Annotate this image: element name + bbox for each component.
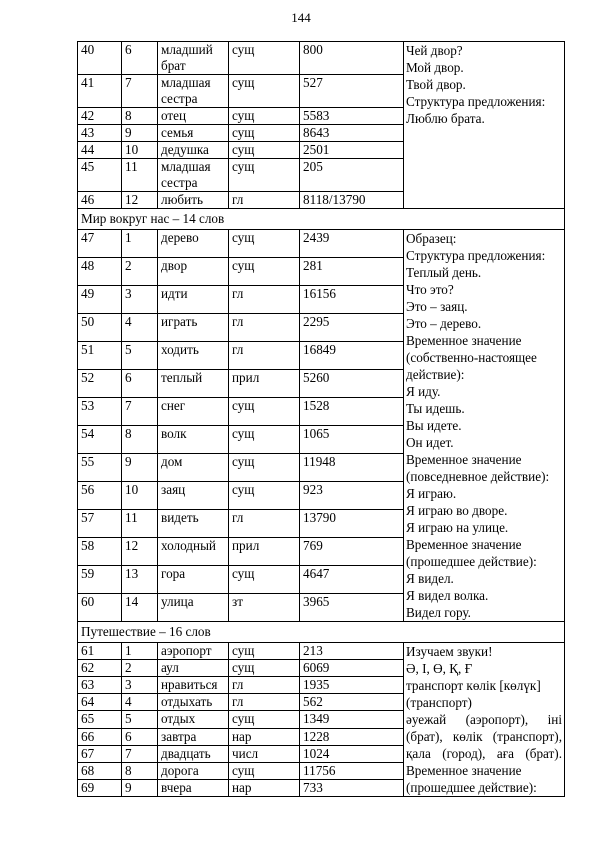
word-cell: холодный [158,538,229,566]
part-of-speech-cell: сущ [229,42,300,75]
note-line: Ә, І, Ө, Қ, Ғ [406,661,473,676]
note-line: (брат), көлік (транспорт), [406,729,562,744]
row-number-cell: 59 [78,566,122,594]
row-number-cell: 58 [78,538,122,566]
frequency-cell: 1024 [300,745,404,762]
part-of-speech-cell: нар [229,728,300,745]
note-line: Теплый день. [406,265,482,280]
word-cell: видеть [158,510,229,538]
note-line: Я играю на улице. [406,520,509,535]
vocabulary-table-body [78,42,565,797]
note-line: Временное значение [406,537,522,552]
frequency-cell: 923 [300,482,404,510]
section-header-row [78,209,565,230]
frequency-cell: 5260 [300,370,404,398]
note-line: қала (город), аға (брат). [406,746,562,761]
part-of-speech-cell: сущ [229,258,300,286]
note-line: (транспорт) [406,695,472,710]
row-number-cell: 57 [78,510,122,538]
word-cell: младшая сестра [158,159,229,192]
word-cell: завтра [158,728,229,745]
word-cell: волк [158,426,229,454]
part-of-speech-cell: гл [229,192,300,209]
notes-cell [404,230,565,622]
note-line: Я играю. [406,486,457,501]
word-cell: теплый [158,370,229,398]
row-number-cell: 66 [78,728,122,745]
part-of-speech-cell: гл [229,694,300,711]
page-number: 144 [291,10,311,25]
word-cell: идти [158,286,229,314]
note-line: Временное значение [406,333,522,348]
note-line: Это – дерево. [406,316,482,331]
section-index-cell: 7 [122,745,158,762]
notes-cell [404,42,565,209]
table-row [78,230,565,258]
row-number-cell: 40 [78,42,122,75]
part-of-speech-cell: сущ [229,159,300,192]
row-number-cell: 53 [78,398,122,426]
frequency-cell: 2501 [300,142,404,159]
word-cell: двадцать [158,745,229,762]
word-cell: двор [158,258,229,286]
note-line: Структура предложения: [406,94,546,109]
word-cell: дедушка [158,142,229,159]
section-index-cell: 13 [122,566,158,594]
row-number-cell: 65 [78,711,122,728]
part-of-speech-cell: гл [229,677,300,694]
table-row [78,42,565,75]
section-index-cell: 3 [122,677,158,694]
row-number-cell: 49 [78,286,122,314]
note-line: әуежай (аэропорт), іні [406,712,562,727]
frequency-cell: 11756 [300,762,404,779]
word-cell: улица [158,594,229,622]
frequency-cell: 562 [300,694,404,711]
row-number-cell: 68 [78,762,122,779]
section-index-cell: 8 [122,762,158,779]
section-index-cell: 2 [122,660,158,677]
note-line: (прошедшее действие): [406,554,537,569]
frequency-cell: 16156 [300,286,404,314]
note-line: Что это? [406,282,454,297]
part-of-speech-cell: прил [229,538,300,566]
note-line: Я играю во дворе. [406,503,508,518]
word-cell: младший брат [158,42,229,75]
word-cell: нравиться [158,677,229,694]
section-index-cell: 6 [122,370,158,398]
section-index-cell: 11 [122,510,158,538]
part-of-speech-cell: сущ [229,643,300,660]
note-line: Видел гору. [406,605,471,620]
table-row [78,643,565,660]
part-of-speech-cell: сущ [229,142,300,159]
frequency-cell: 527 [300,75,404,108]
notes-cell [404,643,565,797]
word-cell: отдыхать [158,694,229,711]
part-of-speech-cell: сущ [229,711,300,728]
note-line: действие): [406,367,465,382]
part-of-speech-cell: числ [229,745,300,762]
word-cell: аэропорт [158,643,229,660]
frequency-cell: 16849 [300,342,404,370]
note-line: Изучаем звуки! [406,644,493,659]
part-of-speech-cell: зт [229,594,300,622]
word-cell: вчера [158,779,229,796]
frequency-cell: 733 [300,779,404,796]
section-index-cell: 3 [122,286,158,314]
word-cell: играть [158,314,229,342]
row-number-cell: 50 [78,314,122,342]
frequency-cell: 1349 [300,711,404,728]
section-index-cell: 6 [122,728,158,745]
section-index-cell: 5 [122,711,158,728]
word-cell: семья [158,125,229,142]
section-index-cell: 9 [122,125,158,142]
frequency-cell: 2295 [300,314,404,342]
note-line: Временное значение [406,452,522,467]
part-of-speech-cell: сущ [229,398,300,426]
word-cell: ходить [158,342,229,370]
word-cell: младшая сестра [158,75,229,108]
frequency-cell: 8643 [300,125,404,142]
section-index-cell: 9 [122,779,158,796]
row-number-cell: 56 [78,482,122,510]
part-of-speech-cell: сущ [229,75,300,108]
note-line: Вы идете. [406,418,462,433]
section-index-cell: 1 [122,230,158,258]
frequency-cell: 1228 [300,728,404,745]
note-line: Он идет. [406,435,454,450]
part-of-speech-cell: гл [229,342,300,370]
note-line: Чей двор? [406,43,463,58]
note-line: Образец: [406,231,457,246]
row-number-cell: 67 [78,745,122,762]
word-cell: дорога [158,762,229,779]
note-line: Я видел. [406,571,454,586]
word-cell: заяц [158,482,229,510]
frequency-cell: 6069 [300,660,404,677]
note-line: Мой двор. [406,60,464,75]
row-number-cell: 51 [78,342,122,370]
word-cell: снег [158,398,229,426]
row-number-cell: 42 [78,108,122,125]
section-index-cell: 8 [122,426,158,454]
frequency-cell: 3965 [300,594,404,622]
part-of-speech-cell: сущ [229,426,300,454]
section-index-cell: 2 [122,258,158,286]
row-number-cell: 43 [78,125,122,142]
part-of-speech-cell: сущ [229,566,300,594]
word-cell: гора [158,566,229,594]
frequency-cell: 800 [300,42,404,75]
part-of-speech-cell: сущ [229,454,300,482]
note-line: (прошедшее действие): [406,780,537,795]
row-number-cell: 46 [78,192,122,209]
row-number-cell: 69 [78,779,122,796]
section-title: Путешествие – 16 слов [78,622,565,643]
row-number-cell: 52 [78,370,122,398]
section-index-cell: 4 [122,694,158,711]
row-number-cell: 54 [78,426,122,454]
part-of-speech-cell: сущ [229,108,300,125]
note-line: Ты идешь. [406,401,465,416]
part-of-speech-cell: гл [229,510,300,538]
section-index-cell: 10 [122,142,158,159]
word-cell: аул [158,660,229,677]
note-line: (собственно-настоящее [406,350,537,365]
section-index-cell: 12 [122,192,158,209]
frequency-cell: 769 [300,538,404,566]
row-number-cell: 47 [78,230,122,258]
row-number-cell: 55 [78,454,122,482]
part-of-speech-cell: гл [229,286,300,314]
part-of-speech-cell: нар [229,779,300,796]
frequency-cell: 1065 [300,426,404,454]
word-cell: дерево [158,230,229,258]
frequency-cell: 205 [300,159,404,192]
row-number-cell: 44 [78,142,122,159]
frequency-cell: 11948 [300,454,404,482]
frequency-cell: 213 [300,643,404,660]
part-of-speech-cell: прил [229,370,300,398]
note-line: Я иду. [406,384,441,399]
note-line: (повседневное действие): [406,469,550,484]
part-of-speech-cell: гл [229,314,300,342]
word-cell: отец [158,108,229,125]
note-line: Структура предложения: [406,248,546,263]
section-index-cell: 12 [122,538,158,566]
note-line: Это – заяц. [406,299,468,314]
frequency-cell: 4647 [300,566,404,594]
part-of-speech-cell: сущ [229,660,300,677]
note-line: Я видел волка. [406,588,489,603]
row-number-cell: 62 [78,660,122,677]
section-index-cell: 9 [122,454,158,482]
section-index-cell: 8 [122,108,158,125]
section-index-cell: 14 [122,594,158,622]
section-header-row [78,622,565,643]
note-line: Твой двор. [406,77,466,92]
row-number-cell: 60 [78,594,122,622]
row-number-cell: 48 [78,258,122,286]
note-line: Люблю брата. [406,111,485,126]
section-index-cell: 1 [122,643,158,660]
row-number-cell: 61 [78,643,122,660]
part-of-speech-cell: сущ [229,762,300,779]
word-cell: отдых [158,711,229,728]
frequency-cell: 1935 [300,677,404,694]
part-of-speech-cell: сущ [229,125,300,142]
row-number-cell: 64 [78,694,122,711]
section-index-cell: 7 [122,398,158,426]
word-cell: дом [158,454,229,482]
section-title: Мир вокруг нас – 14 слов [78,209,565,230]
word-cell: любить [158,192,229,209]
frequency-cell: 8118/13790 [300,192,404,209]
row-number-cell: 63 [78,677,122,694]
section-index-cell: 10 [122,482,158,510]
frequency-cell: 1528 [300,398,404,426]
section-index-cell: 5 [122,342,158,370]
section-index-cell: 7 [122,75,158,108]
part-of-speech-cell: сущ [229,230,300,258]
frequency-cell: 281 [300,258,404,286]
row-number-cell: 41 [78,75,122,108]
section-index-cell: 4 [122,314,158,342]
section-index-cell: 6 [122,42,158,75]
frequency-cell: 5583 [300,108,404,125]
note-line: транспорт көлік [көлүк] [406,678,541,693]
frequency-cell: 2439 [300,230,404,258]
part-of-speech-cell: сущ [229,482,300,510]
row-number-cell: 45 [78,159,122,192]
frequency-cell: 13790 [300,510,404,538]
vocabulary-table [77,41,565,797]
note-line: Временное значение [406,763,522,778]
section-index-cell: 11 [122,159,158,192]
